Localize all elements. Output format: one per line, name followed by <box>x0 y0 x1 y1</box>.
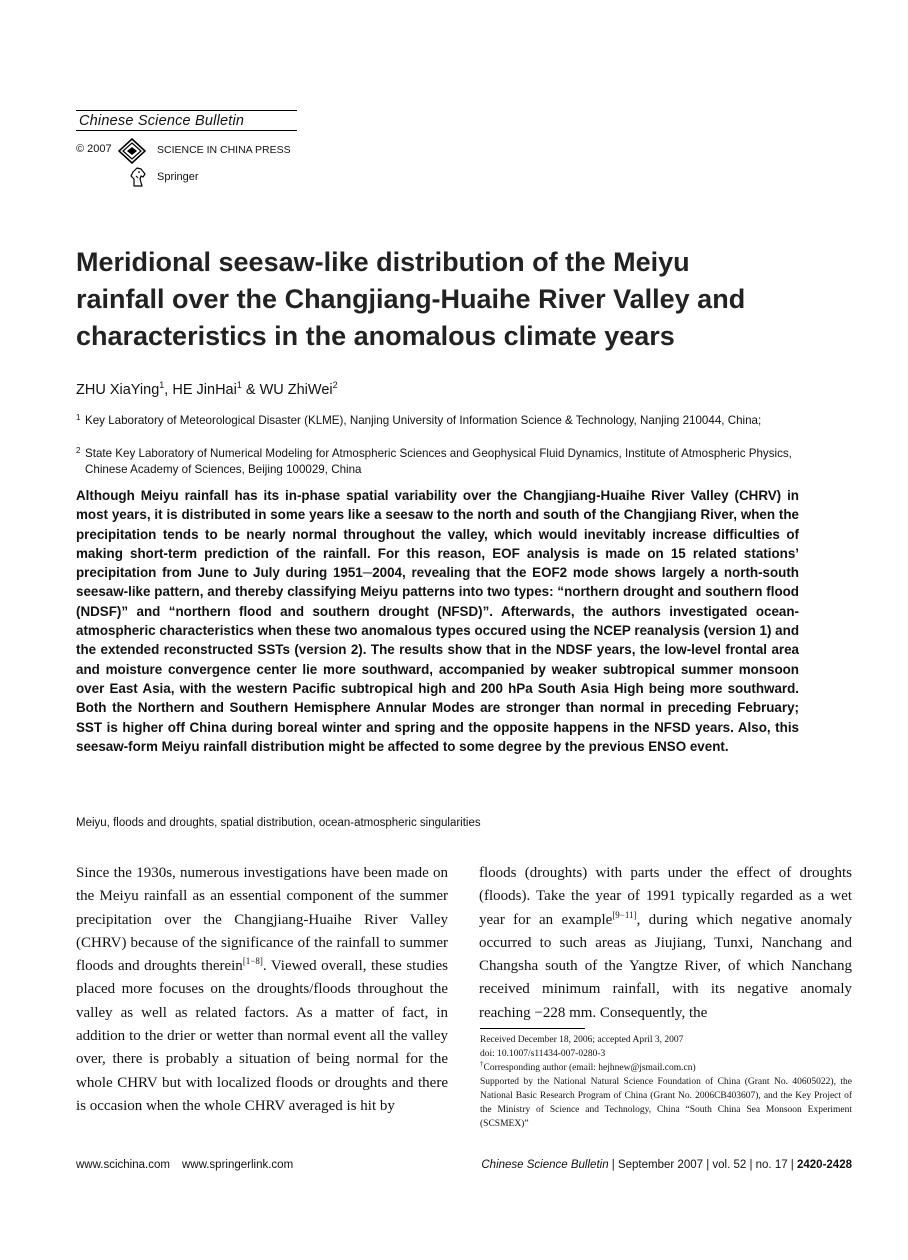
author-name: WU ZhiWei <box>259 382 333 398</box>
author-name: ZHU XiaYing <box>76 382 160 398</box>
body-column-right <box>479 862 852 1025</box>
title-line: Meridional seesaw-like distribution of the Meiyu <box>76 247 690 277</box>
journal-name: Chinese Science Bulletin <box>76 110 297 131</box>
keywords: Meiyu, floods and droughts, spatial distribution, ocean-atmospheric singularities <box>76 817 481 829</box>
body-text: floods (droughts) with parts under the effect of droughts (floods). Take the year of 1991 typically regarded as a wet year for an example <box>479 865 852 928</box>
corresponding-author-text: Corresponding author (email: hejhnew@jsmail.com.cn) <box>483 1063 696 1073</box>
footer-citation <box>481 1159 852 1171</box>
footer-link-springerlink[interactable]: www.springerlink.com <box>181 1159 294 1171</box>
footnotes <box>480 1033 852 1131</box>
body-text: Since the 1930s, numerous investigations have been made on the Meiyu rainfall as an essential component of the summer precipitation over the Changjiang-Huaihe River Valley (CHRV) because of the significance of the rainfall to summer floods and droughts therein <box>76 865 448 975</box>
citation-ref: [1−8] <box>242 956 263 967</box>
affiliation <box>76 446 806 478</box>
body-text: . Viewed overall, these studies placed more focuses on the droughts/floods throughout the valley as well as related factors. As a matter of fact, in addition to the drier or wetter than normal event all the valley over, there is probably a situation of being normal for the whole CHRV but with localized floods or droughts and there is occasion when the whole CHRV averaged is hit by <box>76 958 448 1114</box>
affiliation <box>76 413 806 429</box>
author-affiliation-mark: 1 <box>236 380 242 390</box>
author-separator: , <box>164 382 173 398</box>
author-affiliation-mark: 1 <box>159 380 165 390</box>
abstract: Although Meiyu rainfall has its in-phase spatial variability over the Changjiang-Huaihe River Valley (CHRV) in most years, it is distributed in some years like a seesaw to the north and south of the Changjiang River, when the precipitation tends to be nearly normal throughout the valley, which would inevitably increase difficulties of making short-term prediction of the rainfall. For this reason, EOF analysis is made on 15 related stations’ precipitation from June to July during 1951─2004, revealing that the EOF2 mode shows largely a north-south seesaw-like pattern, and thereby classifying Meiyu patterns into two types: “northern drought and southern flood (NDSF)” and “northern flood and southern drought (NFSD)”. Afterwards, the authors investigated ocean-atmospheric characteristics when these two anomalous types occured using the NCEP reanalysis (version 1) and the extended reconstructed SSTs (version 2). The results show that in the NDSF years, the low-level frontal area and moisture convergence center lie more southward, accompanied by weaker subtropical summer monsoon over East Asia, with the western Pacific subtropical high and 200 hPa South Asia High being more southward. Both the Northern and Southern Hemisphere Annular Modes are stronger than normal in preceding February; SST is higher off China during boreal winter and spring and the opposite happens in the NFSD years. Also, this seesaw-form Meiyu rainfall distribution might be affected to some degree by the previous ENSO event. <box>76 488 799 754</box>
received-date: Received December 18, 2006; accepted April 3, 2007 <box>480 1035 684 1045</box>
paper-title <box>76 244 836 355</box>
body-column-left <box>76 862 448 1118</box>
footer-pages: 2420-2428 <box>797 1159 852 1171</box>
author-list <box>76 380 338 398</box>
corresponding-mark: † <box>480 1060 484 1068</box>
springer-horse-logo <box>128 166 148 188</box>
copyright-notice: © 2007 <box>76 143 112 155</box>
funding-note: Supported by the National Natural Science Foundation of China (Grant No. 40605022), the National Basic Research Program of China (Grant No. 2006CB403607), and the Key Project of the Ministry of Science and Technology, China “South China Sea Monsoon Experiment (SCSMEX)” <box>480 1077 852 1129</box>
footnote-divider <box>480 1028 585 1029</box>
affiliation-text: State Key Laboratory of Numerical Modeling for Atmospheric Sciences and Geophysical Fluid Dynamics, Institute of Atmospheric Physics, Chinese Academy of Sciences, Beijing 100029, China <box>85 447 792 476</box>
doi: doi: 10.1007/s11434-007-0280-3 <box>480 1049 606 1059</box>
science-in-china-press-logo <box>118 138 146 164</box>
footer-issue: | September 2007 | vol. 52 | no. 17 | <box>608 1159 797 1171</box>
affiliation-number: 1 <box>76 413 81 422</box>
title-line: rainfall over the Changjiang-Huaihe River Valley and <box>76 284 746 314</box>
footer-links <box>76 1159 293 1171</box>
footer-journal: Chinese Science Bulletin <box>481 1159 609 1171</box>
author-affiliation-mark: 2 <box>332 380 338 390</box>
publisher-name: Springer <box>157 171 199 183</box>
body-text: , during which negative anomaly occurred to such areas as Jiujiang, Tunxi, Nanchang and Changsha south of the Yangtze River, of which Nanchang received minimum rainfall, with its negative anomaly reaching −228 mm. Consequently, the <box>479 911 852 1021</box>
footer-link-scichina[interactable]: www.scichina.com <box>76 1159 170 1171</box>
press-name: SCIENCE IN CHINA PRESS <box>157 144 291 156</box>
author-separator: & <box>241 382 260 398</box>
author-name: HE JinHai <box>172 382 237 398</box>
affiliation-number: 2 <box>76 446 81 455</box>
affiliation-text: Key Laboratory of Meteorological Disaster (KLME), Nanjing University of Information Science & Technology, Nanjing 210044, China; <box>85 414 762 427</box>
citation-ref: [9−11] <box>612 909 637 920</box>
corresponding-author <box>480 1061 852 1075</box>
title-line: characteristics in the anomalous climate years <box>76 321 675 351</box>
